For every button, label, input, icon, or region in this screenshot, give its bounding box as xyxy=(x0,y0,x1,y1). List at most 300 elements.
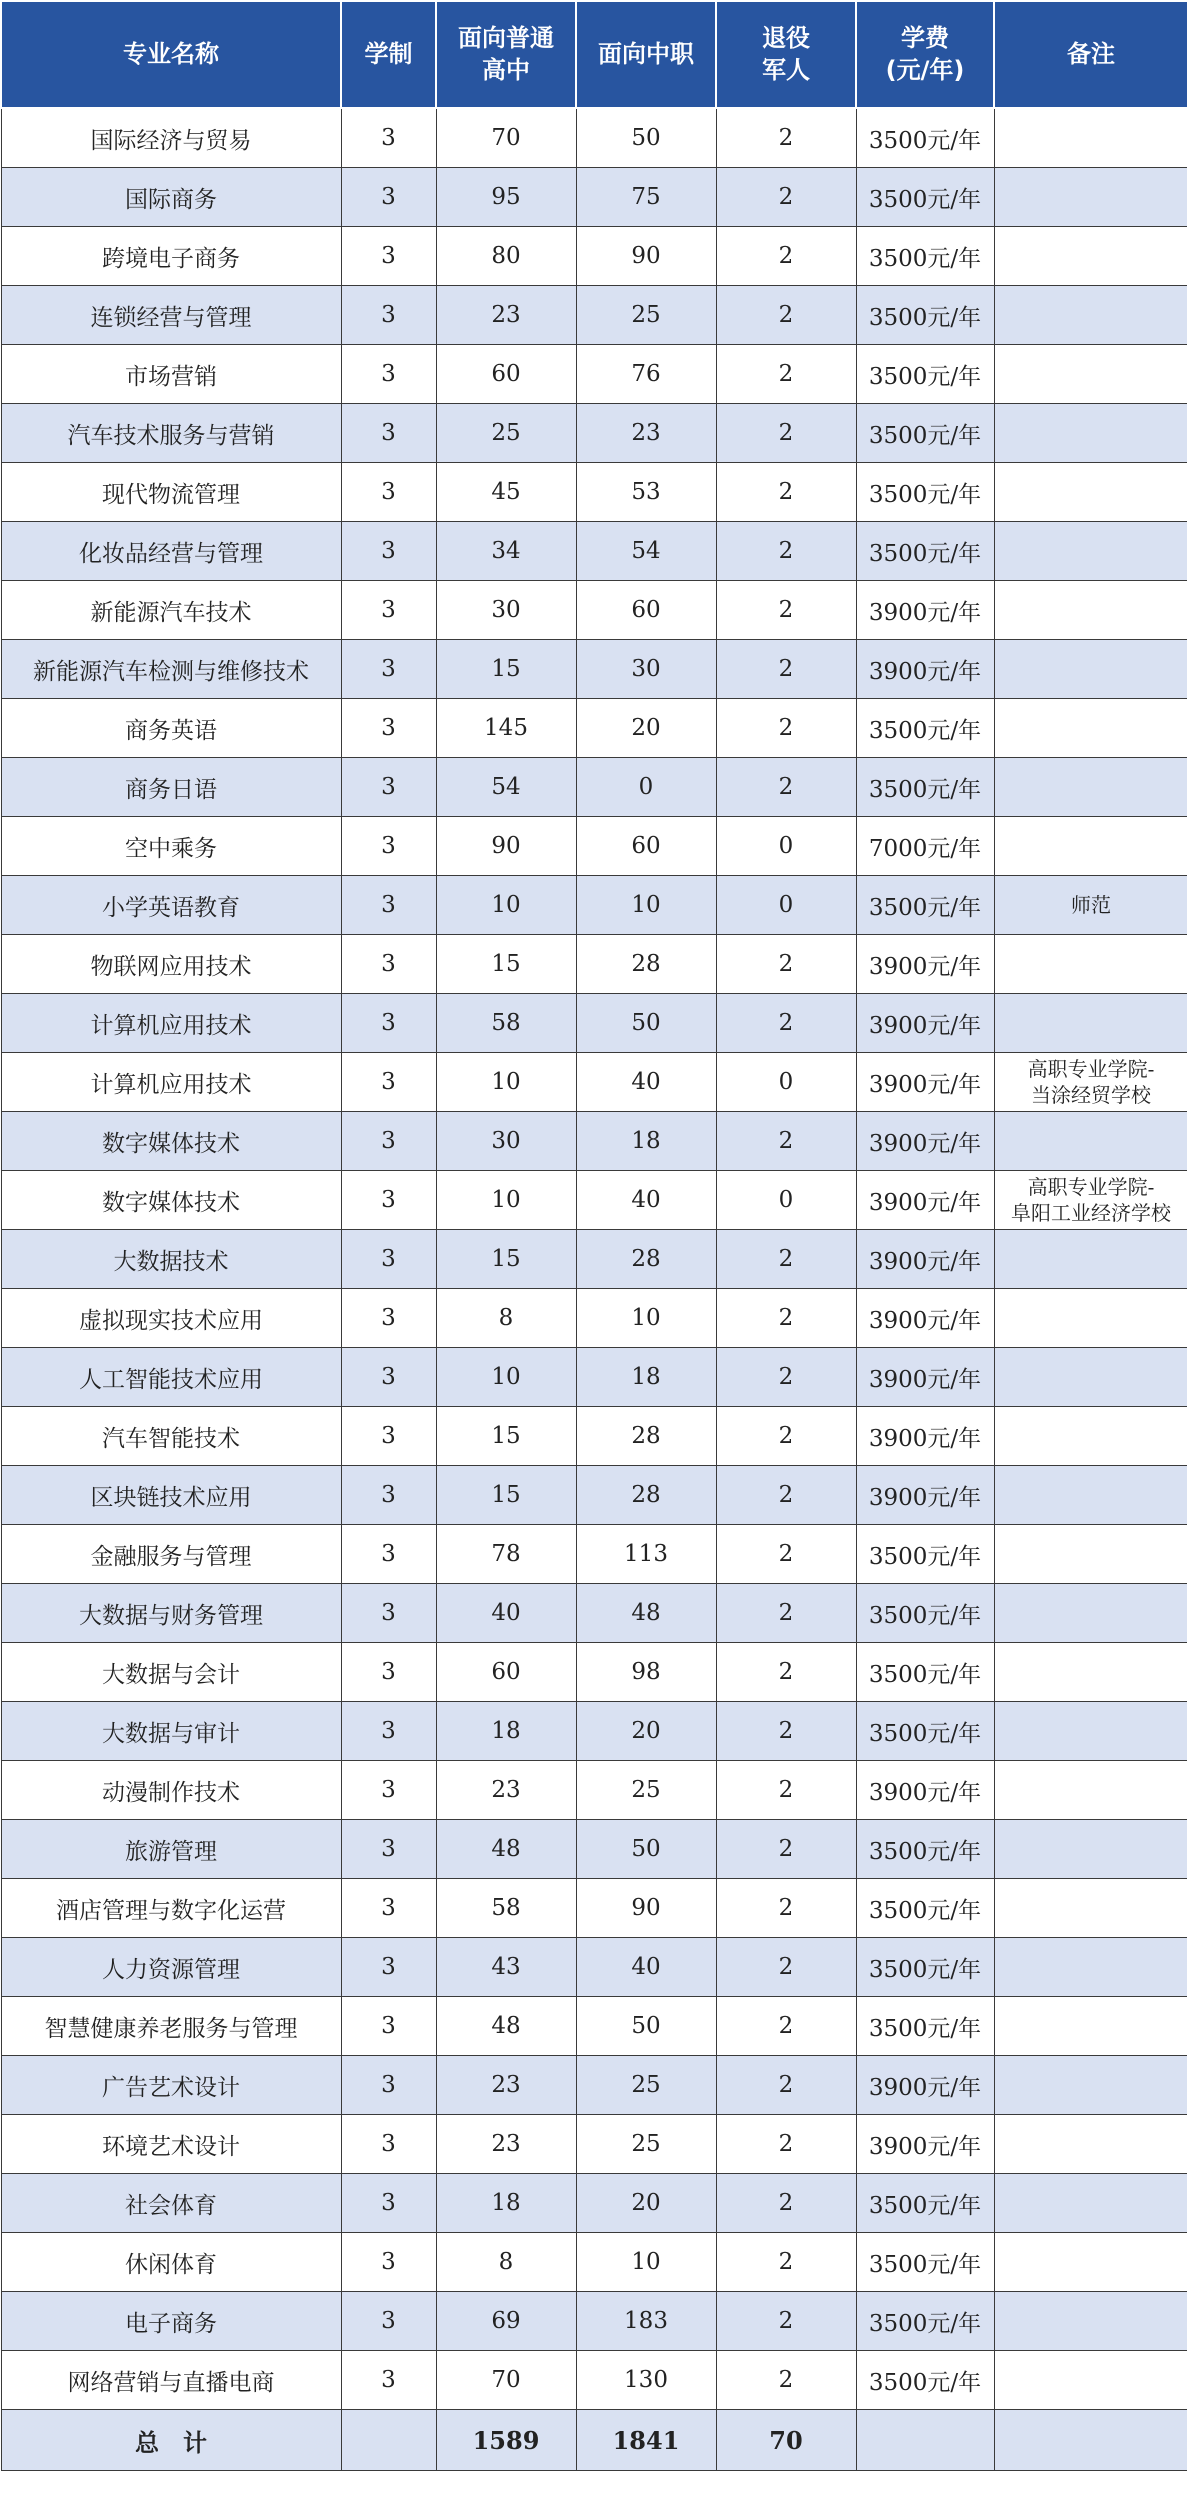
remarks-cell xyxy=(994,1112,1187,1171)
vocational-school-cell: 28 xyxy=(576,1407,716,1466)
major-name-cell: 人工智能技术应用 xyxy=(1,1348,341,1407)
general-high-school-cell: 23 xyxy=(436,2056,576,2115)
vocational-school-cell: 53 xyxy=(576,463,716,522)
veterans-cell: 2 xyxy=(716,1112,856,1171)
general-high-school-cell: 8 xyxy=(436,1289,576,1348)
veterans-cell: 2 xyxy=(716,168,856,227)
vocational-school-cell: 40 xyxy=(576,1938,716,1997)
major-name-cell: 休闲体育 xyxy=(1,2233,341,2292)
vocational-school-cell: 28 xyxy=(576,935,716,994)
general-high-school-cell: 30 xyxy=(436,581,576,640)
veterans-cell: 2 xyxy=(716,699,856,758)
remarks-cell xyxy=(994,1938,1187,1997)
veterans-cell: 2 xyxy=(716,227,856,286)
remarks-cell xyxy=(994,1997,1187,2056)
general-high-school-cell: 23 xyxy=(436,2115,576,2174)
tuition-cell: 3500元/年 xyxy=(856,2174,994,2233)
major-name-cell: 虚拟现实技术应用 xyxy=(1,1289,341,1348)
table-row xyxy=(1,1584,1187,1643)
veterans-cell: 2 xyxy=(716,2292,856,2351)
tuition-cell: 3500元/年 xyxy=(856,463,994,522)
table-row xyxy=(1,1289,1187,1348)
duration-cell: 3 xyxy=(341,463,436,522)
veterans-cell: 2 xyxy=(716,1879,856,1938)
remarks-cell xyxy=(994,2233,1187,2292)
table-row xyxy=(1,2292,1187,2351)
remarks-cell xyxy=(994,581,1187,640)
general-high-school-cell: 90 xyxy=(436,817,576,876)
major-name-cell: 电子商务 xyxy=(1,2292,341,2351)
general-high-school-cell: 10 xyxy=(436,1053,576,1112)
table-row xyxy=(1,1938,1187,1997)
tuition-cell: 3500元/年 xyxy=(856,2233,994,2292)
duration-cell: 3 xyxy=(341,404,436,463)
general-high-school-cell: 15 xyxy=(436,640,576,699)
header-row xyxy=(1,1,1187,108)
general-high-school-cell: 10 xyxy=(436,1171,576,1230)
duration-cell: 3 xyxy=(341,1171,436,1230)
major-name-cell: 酒店管理与数字化运营 xyxy=(1,1879,341,1938)
tuition-cell: 3900元/年 xyxy=(856,1761,994,1820)
veterans-cell: 2 xyxy=(716,2056,856,2115)
general-high-school-cell: 23 xyxy=(436,1761,576,1820)
major-name-cell: 汽车技术服务与营销 xyxy=(1,404,341,463)
general-high-school-cell: 15 xyxy=(436,1407,576,1466)
duration-cell: 3 xyxy=(341,2233,436,2292)
remarks-cell xyxy=(994,168,1187,227)
major-name-cell: 金融服务与管理 xyxy=(1,1525,341,1584)
table-row xyxy=(1,1407,1187,1466)
table-row xyxy=(1,1702,1187,1761)
remarks-cell xyxy=(994,1879,1187,1938)
duration-cell: 3 xyxy=(341,168,436,227)
major-name-cell: 大数据技术 xyxy=(1,1230,341,1289)
duration-cell: 3 xyxy=(341,581,436,640)
table-row xyxy=(1,1230,1187,1289)
vocational-school-cell: 40 xyxy=(576,1053,716,1112)
general-high-school-cell: 30 xyxy=(436,1112,576,1171)
table-row xyxy=(1,168,1187,227)
duration-cell: 3 xyxy=(341,108,436,168)
general-high-school-cell: 60 xyxy=(436,345,576,404)
duration-cell: 3 xyxy=(341,345,436,404)
vocational-school-cell: 20 xyxy=(576,2174,716,2233)
major-name-cell: 新能源汽车检测与维修技术 xyxy=(1,640,341,699)
major-name-cell: 旅游管理 xyxy=(1,1820,341,1879)
total-tuition xyxy=(856,2410,994,2471)
tuition-cell: 3500元/年 xyxy=(856,1879,994,1938)
veterans-cell: 2 xyxy=(716,1584,856,1643)
veterans-cell: 2 xyxy=(716,1348,856,1407)
major-name-cell: 国际商务 xyxy=(1,168,341,227)
tuition-cell: 3500元/年 xyxy=(856,1938,994,1997)
duration-cell: 3 xyxy=(341,2351,436,2410)
vocational-school-cell: 50 xyxy=(576,1997,716,2056)
remarks-cell xyxy=(994,817,1187,876)
major-name-cell: 小学英语教育 xyxy=(1,876,341,935)
remarks-cell xyxy=(994,1525,1187,1584)
remarks-cell xyxy=(994,935,1187,994)
table-row xyxy=(1,1053,1187,1112)
remarks-cell xyxy=(994,1643,1187,1702)
remarks-cell xyxy=(994,1348,1187,1407)
table-row xyxy=(1,994,1187,1053)
table-row xyxy=(1,227,1187,286)
tuition-cell: 3500元/年 xyxy=(856,758,994,817)
remarks-cell xyxy=(994,1584,1187,1643)
major-name-cell: 动漫制作技术 xyxy=(1,1761,341,1820)
veterans-cell: 2 xyxy=(716,2174,856,2233)
duration-cell: 3 xyxy=(341,1702,436,1761)
tuition-cell: 3500元/年 xyxy=(856,699,994,758)
tuition-cell: 3500元/年 xyxy=(856,1525,994,1584)
veterans-cell: 2 xyxy=(716,1466,856,1525)
table-header xyxy=(1,1,1187,108)
table-row xyxy=(1,2351,1187,2410)
duration-cell: 3 xyxy=(341,699,436,758)
major-name-cell: 商务日语 xyxy=(1,758,341,817)
table-row xyxy=(1,640,1187,699)
duration-cell: 3 xyxy=(341,1997,436,2056)
table-row xyxy=(1,699,1187,758)
vocational-school-cell: 54 xyxy=(576,522,716,581)
general-high-school-cell: 69 xyxy=(436,2292,576,2351)
major-name-cell: 环境艺术设计 xyxy=(1,2115,341,2174)
vocational-school-cell: 10 xyxy=(576,1289,716,1348)
table-row xyxy=(1,286,1187,345)
major-name-cell: 数字媒体技术 xyxy=(1,1112,341,1171)
major-name-cell: 大数据与财务管理 xyxy=(1,1584,341,1643)
major-name-cell: 计算机应用技术 xyxy=(1,994,341,1053)
table-row xyxy=(1,2115,1187,2174)
table-row xyxy=(1,463,1187,522)
general-high-school-cell: 145 xyxy=(436,699,576,758)
header-major-name: 专业名称 xyxy=(1,1,341,108)
remarks-cell xyxy=(994,2056,1187,2115)
tuition-cell: 3500元/年 xyxy=(856,1643,994,1702)
remarks-cell xyxy=(994,1407,1187,1466)
table-row xyxy=(1,935,1187,994)
major-name-cell: 化妆品经营与管理 xyxy=(1,522,341,581)
remarks-cell xyxy=(994,1820,1187,1879)
major-name-cell: 国际经济与贸易 xyxy=(1,108,341,168)
tuition-cell: 3500元/年 xyxy=(856,286,994,345)
veterans-cell: 2 xyxy=(716,1702,856,1761)
general-high-school-cell: 43 xyxy=(436,1938,576,1997)
remarks-cell xyxy=(994,994,1187,1053)
remarks-cell xyxy=(994,1761,1187,1820)
remarks-cell: 师范 xyxy=(994,876,1187,935)
total-vocational-school: 1841 xyxy=(576,2410,716,2471)
duration-cell: 3 xyxy=(341,522,436,581)
remarks-cell: 高职专业学院- 当涂经贸学校 xyxy=(994,1053,1187,1112)
tuition-cell: 3900元/年 xyxy=(856,640,994,699)
vocational-school-cell: 25 xyxy=(576,2115,716,2174)
duration-cell: 3 xyxy=(341,876,436,935)
duration-cell: 3 xyxy=(341,1938,436,1997)
tuition-cell: 3900元/年 xyxy=(856,2056,994,2115)
general-high-school-cell: 70 xyxy=(436,108,576,168)
veterans-cell: 2 xyxy=(716,581,856,640)
vocational-school-cell: 48 xyxy=(576,1584,716,1643)
vocational-school-cell: 25 xyxy=(576,286,716,345)
tuition-cell: 7000元/年 xyxy=(856,817,994,876)
duration-cell: 3 xyxy=(341,2056,436,2115)
general-high-school-cell: 34 xyxy=(436,522,576,581)
major-name-cell: 连锁经营与管理 xyxy=(1,286,341,345)
table-row xyxy=(1,1466,1187,1525)
general-high-school-cell: 15 xyxy=(436,1230,576,1289)
veterans-cell: 2 xyxy=(716,1230,856,1289)
remarks-cell xyxy=(994,758,1187,817)
duration-cell: 3 xyxy=(341,1820,436,1879)
major-name-cell: 商务英语 xyxy=(1,699,341,758)
table-row xyxy=(1,581,1187,640)
vocational-school-cell: 20 xyxy=(576,699,716,758)
veterans-cell: 2 xyxy=(716,1997,856,2056)
table-row xyxy=(1,1112,1187,1171)
veterans-cell: 0 xyxy=(716,876,856,935)
major-name-cell: 现代物流管理 xyxy=(1,463,341,522)
table-row xyxy=(1,522,1187,581)
total-label: 总 计 xyxy=(1,2410,341,2471)
tuition-cell: 3900元/年 xyxy=(856,1171,994,1230)
veterans-cell: 2 xyxy=(716,1643,856,1702)
header-veterans: 退役 军人 xyxy=(716,1,856,108)
header-general-high-school: 面向普通 高中 xyxy=(436,1,576,108)
veterans-cell: 2 xyxy=(716,345,856,404)
tuition-cell: 3900元/年 xyxy=(856,1289,994,1348)
tuition-cell: 3500元/年 xyxy=(856,1702,994,1761)
total-veterans: 70 xyxy=(716,2410,856,2471)
duration-cell: 3 xyxy=(341,1407,436,1466)
general-high-school-cell: 80 xyxy=(436,227,576,286)
veterans-cell: 2 xyxy=(716,1407,856,1466)
major-name-cell: 计算机应用技术 xyxy=(1,1053,341,1112)
table-row xyxy=(1,817,1187,876)
remarks-cell: 高职专业学院- 阜阳工业经济学校 xyxy=(994,1171,1187,1230)
veterans-cell: 2 xyxy=(716,1289,856,1348)
general-high-school-cell: 45 xyxy=(436,463,576,522)
tuition-cell: 3900元/年 xyxy=(856,1053,994,1112)
veterans-cell: 2 xyxy=(716,286,856,345)
major-name-cell: 智慧健康养老服务与管理 xyxy=(1,1997,341,2056)
total-duration xyxy=(341,2410,436,2471)
major-name-cell: 空中乘务 xyxy=(1,817,341,876)
veterans-cell: 2 xyxy=(716,1820,856,1879)
veterans-cell: 2 xyxy=(716,640,856,699)
vocational-school-cell: 28 xyxy=(576,1466,716,1525)
duration-cell: 3 xyxy=(341,1348,436,1407)
duration-cell: 3 xyxy=(341,1112,436,1171)
duration-cell: 3 xyxy=(341,758,436,817)
remarks-cell xyxy=(994,463,1187,522)
major-name-cell: 人力资源管理 xyxy=(1,1938,341,1997)
duration-cell: 3 xyxy=(341,227,436,286)
tuition-cell: 3900元/年 xyxy=(856,994,994,1053)
veterans-cell: 2 xyxy=(716,994,856,1053)
general-high-school-cell: 48 xyxy=(436,1997,576,2056)
tuition-cell: 3900元/年 xyxy=(856,935,994,994)
major-name-cell: 市场营销 xyxy=(1,345,341,404)
vocational-school-cell: 30 xyxy=(576,640,716,699)
major-name-cell: 数字媒体技术 xyxy=(1,1171,341,1230)
header-tuition: 学费 (元/年) xyxy=(856,1,994,108)
remarks-cell xyxy=(994,286,1187,345)
veterans-cell: 2 xyxy=(716,108,856,168)
general-high-school-cell: 10 xyxy=(436,1348,576,1407)
remarks-cell xyxy=(994,2351,1187,2410)
vocational-school-cell: 75 xyxy=(576,168,716,227)
table-row xyxy=(1,404,1187,463)
tuition-cell: 3500元/年 xyxy=(856,404,994,463)
major-name-cell: 物联网应用技术 xyxy=(1,935,341,994)
veterans-cell: 2 xyxy=(716,935,856,994)
remarks-cell xyxy=(994,2292,1187,2351)
vocational-school-cell: 98 xyxy=(576,1643,716,1702)
vocational-school-cell: 25 xyxy=(576,1761,716,1820)
veterans-cell: 0 xyxy=(716,1171,856,1230)
general-high-school-cell: 18 xyxy=(436,2174,576,2233)
table-row xyxy=(1,108,1187,168)
major-name-cell: 社会体育 xyxy=(1,2174,341,2233)
general-high-school-cell: 8 xyxy=(436,2233,576,2292)
tuition-cell: 3500元/年 xyxy=(856,1584,994,1643)
header-remarks: 备注 xyxy=(994,1,1187,108)
table-row xyxy=(1,758,1187,817)
total-remarks xyxy=(994,2410,1187,2471)
table-row xyxy=(1,2056,1187,2115)
tuition-cell: 3500元/年 xyxy=(856,1997,994,2056)
vocational-school-cell: 25 xyxy=(576,2056,716,2115)
tuition-cell: 3500元/年 xyxy=(856,2292,994,2351)
remarks-cell xyxy=(994,522,1187,581)
major-name-cell: 大数据与会计 xyxy=(1,1643,341,1702)
vocational-school-cell: 76 xyxy=(576,345,716,404)
vocational-school-cell: 90 xyxy=(576,227,716,286)
general-high-school-cell: 58 xyxy=(436,1879,576,1938)
general-high-school-cell: 10 xyxy=(436,876,576,935)
major-name-cell: 网络营销与直播电商 xyxy=(1,2351,341,2410)
total-row xyxy=(1,2410,1187,2471)
header-vocational-school: 面向中职 xyxy=(576,1,716,108)
vocational-school-cell: 183 xyxy=(576,2292,716,2351)
duration-cell: 3 xyxy=(341,994,436,1053)
tuition-cell: 3900元/年 xyxy=(856,1230,994,1289)
veterans-cell: 2 xyxy=(716,1761,856,1820)
general-high-school-cell: 18 xyxy=(436,1702,576,1761)
vocational-school-cell: 113 xyxy=(576,1525,716,1584)
duration-cell: 3 xyxy=(341,817,436,876)
remarks-cell xyxy=(994,640,1187,699)
vocational-school-cell: 50 xyxy=(576,1820,716,1879)
general-high-school-cell: 95 xyxy=(436,168,576,227)
tuition-cell: 3500元/年 xyxy=(856,168,994,227)
vocational-school-cell: 130 xyxy=(576,2351,716,2410)
header-duration: 学制 xyxy=(341,1,436,108)
vocational-school-cell: 18 xyxy=(576,1348,716,1407)
general-high-school-cell: 48 xyxy=(436,1820,576,1879)
vocational-school-cell: 20 xyxy=(576,1702,716,1761)
remarks-cell xyxy=(994,108,1187,168)
general-high-school-cell: 78 xyxy=(436,1525,576,1584)
table-row xyxy=(1,1643,1187,1702)
table-row xyxy=(1,345,1187,404)
remarks-cell xyxy=(994,345,1187,404)
remarks-cell xyxy=(994,1289,1187,1348)
tuition-cell: 3900元/年 xyxy=(856,2115,994,2174)
remarks-cell xyxy=(994,1230,1187,1289)
table-row xyxy=(1,1820,1187,1879)
general-high-school-cell: 40 xyxy=(436,1584,576,1643)
tuition-cell: 3900元/年 xyxy=(856,1112,994,1171)
general-high-school-cell: 60 xyxy=(436,1643,576,1702)
general-high-school-cell: 58 xyxy=(436,994,576,1053)
duration-cell: 3 xyxy=(341,1879,436,1938)
tuition-cell: 3500元/年 xyxy=(856,227,994,286)
tuition-cell: 3500元/年 xyxy=(856,522,994,581)
tuition-cell: 3500元/年 xyxy=(856,108,994,168)
duration-cell: 3 xyxy=(341,1230,436,1289)
remarks-cell xyxy=(994,2115,1187,2174)
veterans-cell: 2 xyxy=(716,1525,856,1584)
major-name-cell: 广告艺术设计 xyxy=(1,2056,341,2115)
major-name-cell: 汽车智能技术 xyxy=(1,1407,341,1466)
tuition-cell: 3900元/年 xyxy=(856,1348,994,1407)
major-name-cell: 跨境电子商务 xyxy=(1,227,341,286)
tuition-cell: 3500元/年 xyxy=(856,345,994,404)
vocational-school-cell: 60 xyxy=(576,581,716,640)
total-general-high-school: 1589 xyxy=(436,2410,576,2471)
veterans-cell: 2 xyxy=(716,2115,856,2174)
table-row xyxy=(1,2233,1187,2292)
general-high-school-cell: 15 xyxy=(436,1466,576,1525)
general-high-school-cell: 15 xyxy=(436,935,576,994)
tuition-cell: 3900元/年 xyxy=(856,1407,994,1466)
major-name-cell: 新能源汽车技术 xyxy=(1,581,341,640)
duration-cell: 3 xyxy=(341,1289,436,1348)
remarks-cell xyxy=(994,699,1187,758)
duration-cell: 3 xyxy=(341,935,436,994)
vocational-school-cell: 0 xyxy=(576,758,716,817)
tuition-cell: 3900元/年 xyxy=(856,581,994,640)
tuition-cell: 3900元/年 xyxy=(856,1466,994,1525)
table-row xyxy=(1,2174,1187,2233)
table-row xyxy=(1,1997,1187,2056)
table-row xyxy=(1,1761,1187,1820)
vocational-school-cell: 18 xyxy=(576,1112,716,1171)
vocational-school-cell: 90 xyxy=(576,1879,716,1938)
duration-cell: 3 xyxy=(341,1584,436,1643)
duration-cell: 3 xyxy=(341,1525,436,1584)
table-row xyxy=(1,1171,1187,1230)
duration-cell: 3 xyxy=(341,1053,436,1112)
remarks-cell xyxy=(994,404,1187,463)
veterans-cell: 0 xyxy=(716,817,856,876)
major-name-cell: 大数据与审计 xyxy=(1,1702,341,1761)
general-high-school-cell: 23 xyxy=(436,286,576,345)
vocational-school-cell: 60 xyxy=(576,817,716,876)
remarks-cell xyxy=(994,1466,1187,1525)
general-high-school-cell: 25 xyxy=(436,404,576,463)
vocational-school-cell: 50 xyxy=(576,108,716,168)
veterans-cell: 2 xyxy=(716,522,856,581)
duration-cell: 3 xyxy=(341,1761,436,1820)
vocational-school-cell: 50 xyxy=(576,994,716,1053)
table-row xyxy=(1,1879,1187,1938)
remarks-cell xyxy=(994,227,1187,286)
major-name-cell: 区块链技术应用 xyxy=(1,1466,341,1525)
